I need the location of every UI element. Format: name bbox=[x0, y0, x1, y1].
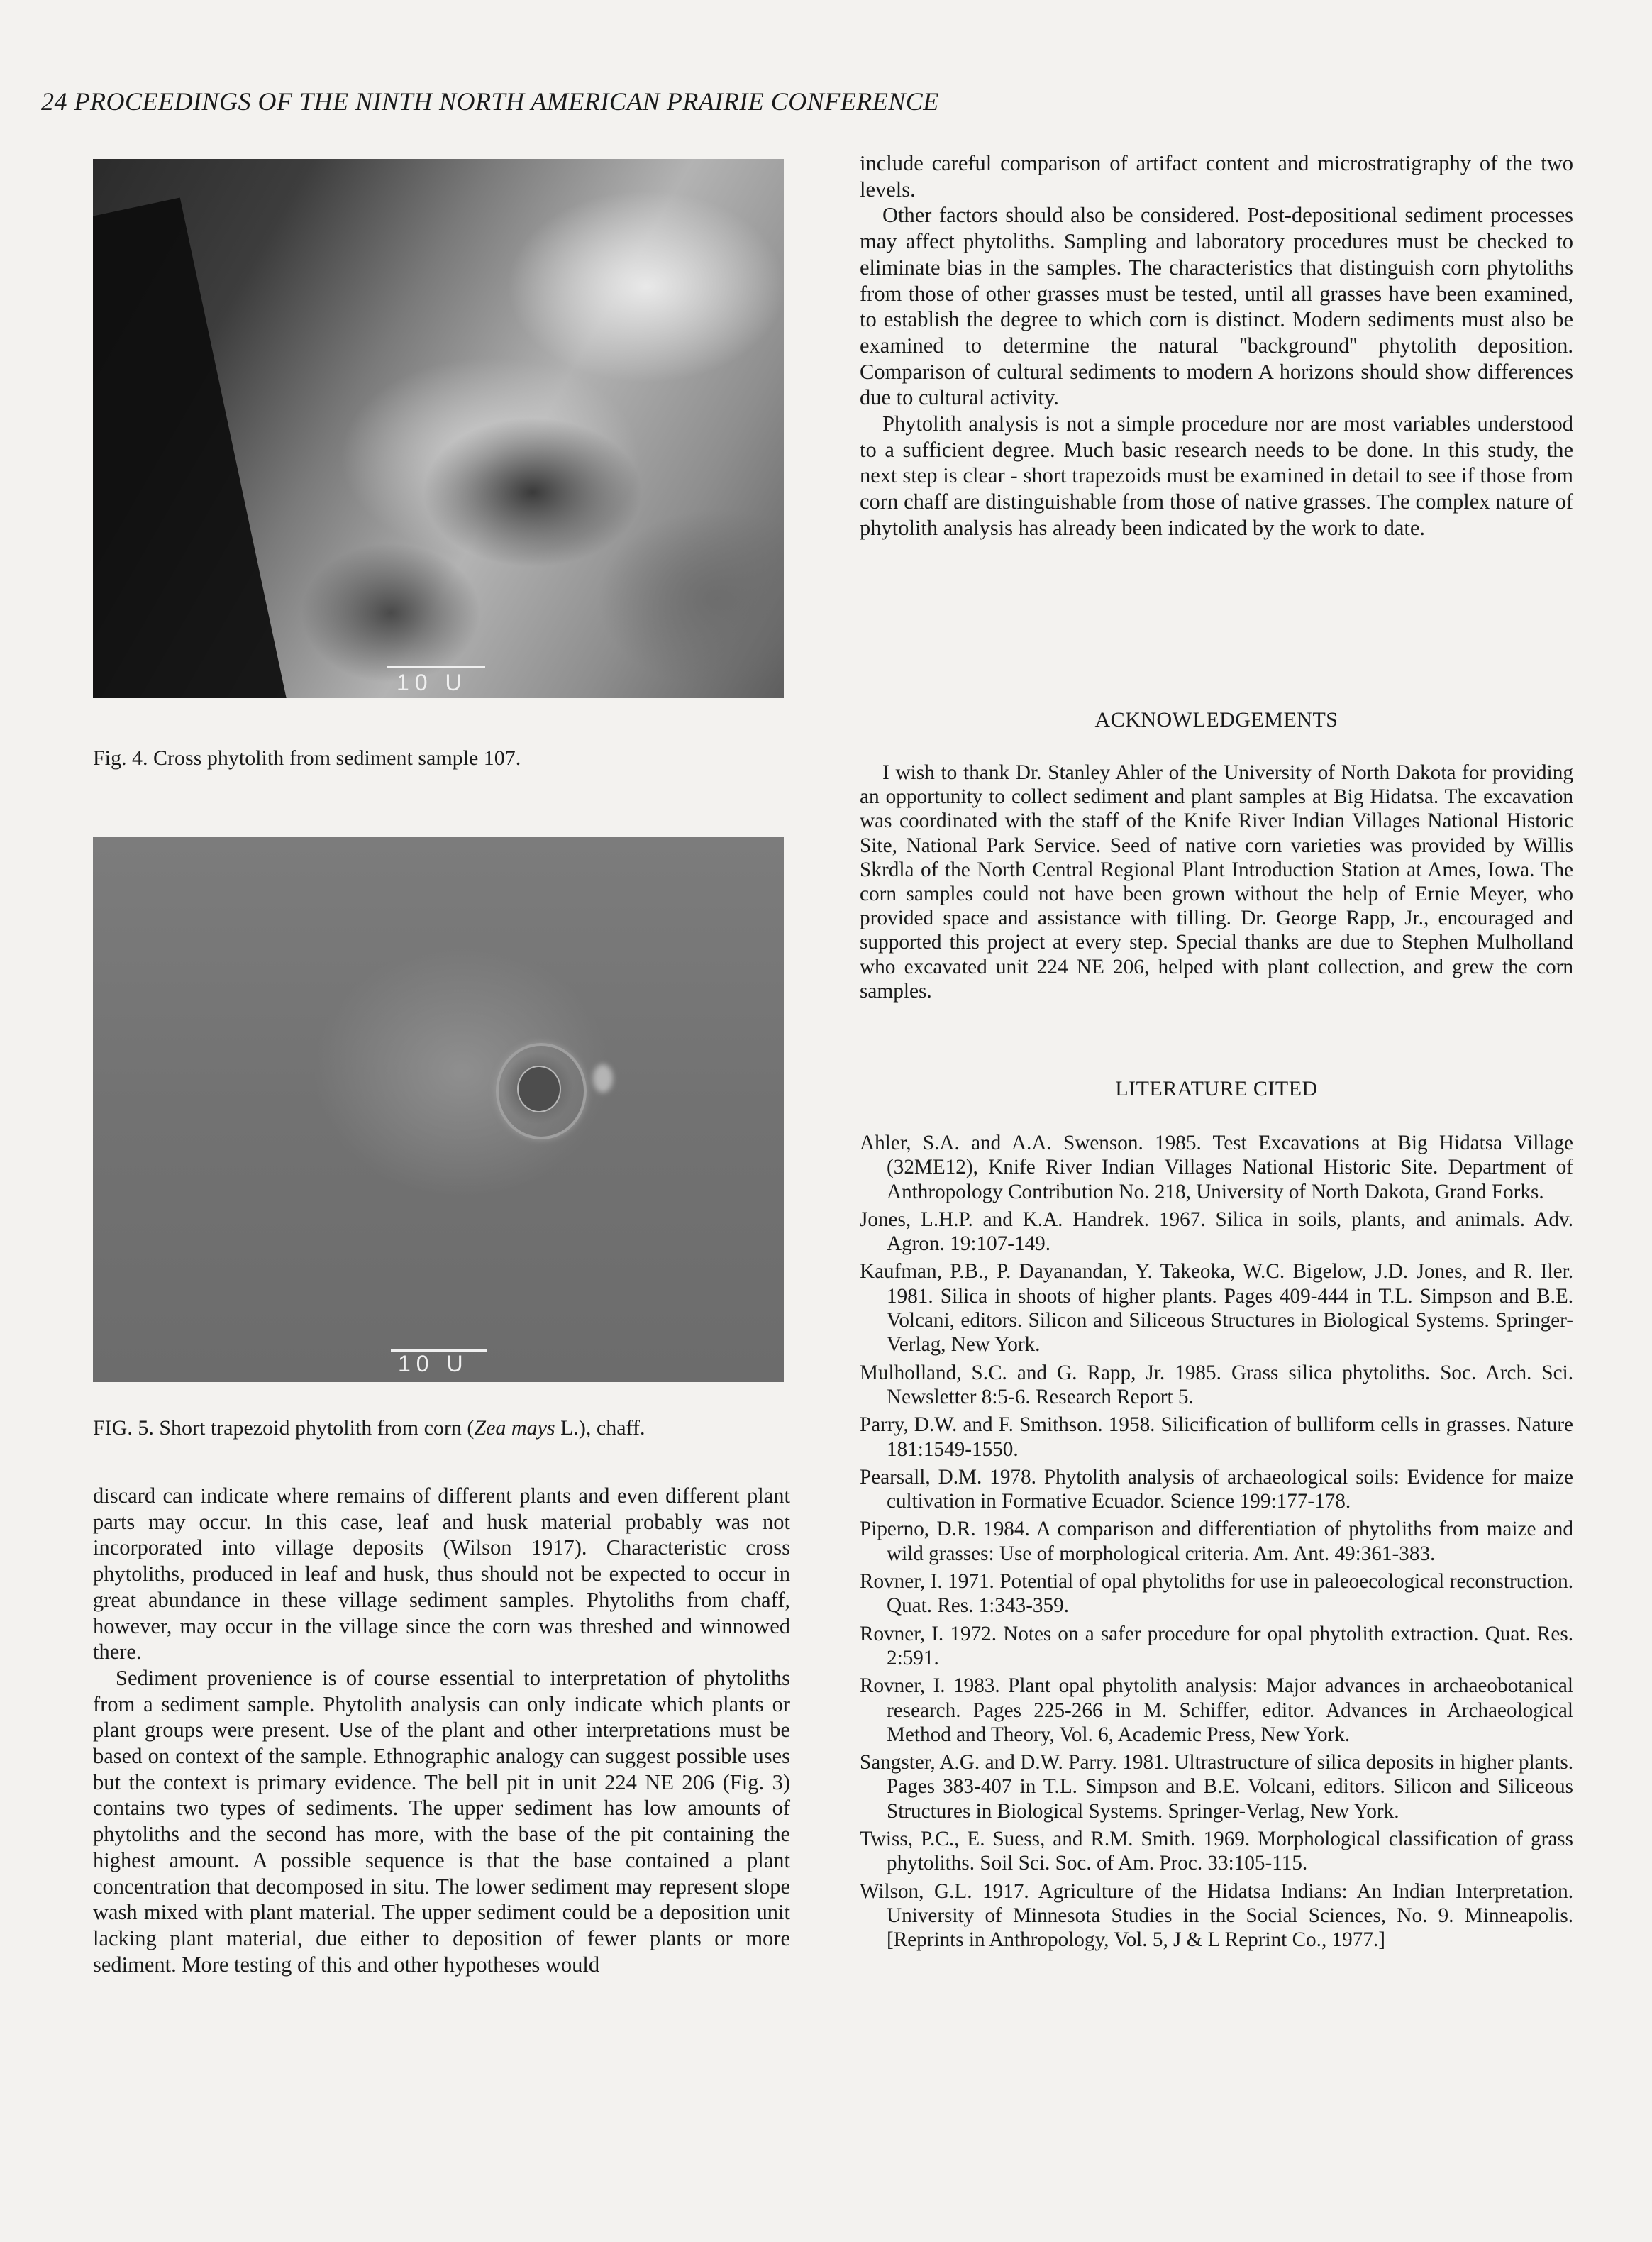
acknowledgements-text bbox=[860, 761, 1573, 1003]
paragraph: I wish to thank Dr. Stanley Ahler of the University of North Dakota for providing an opportunity to collect sediment and plant samples at Big Hidatsa. The excavation was coordinated with the staff of the Knife River Indian Villages National Historic Site, National Park Service. Seed of native corn varieties was provided by Willis Skrdla of the North Central Regional Plant Introduction Station at Ames, Iowa. The corn samples could not have been grown without the help of Ernie Meyer, who provided space and assistance with tilling. Dr. George Rapp, Jr., encouraged and supported this project at every step. Special thanks are due to Stephen Mulholland who excavated unit 224 NE 206, helped with plant collection, and grew the corn samples. bbox=[860, 761, 1573, 1003]
caption-text: FIG. 5. Short trapezoid phytolith from corn ( bbox=[93, 1416, 475, 1440]
running-header: 24 PROCEEDINGS OF THE NINTH NORTH AMERICAN PRAIRIE CONFERENCE bbox=[41, 87, 939, 116]
paragraph: Phytolith analysis is not a simple procedure nor are most variables understood to a sufficient degree. Much basic research needs to be done. In this study, the next step is clear - short trapezoids must be examined in detail to see if those from corn chaff are distinguishable from those of native grasses. The complex nature of phytolith analysis has already been indicated by the work to date. bbox=[860, 412, 1573, 540]
paragraph: include careful comparison of artifact content and microstratigraphy of the two levels. bbox=[860, 151, 1573, 201]
paragraph: Other factors should also be considered. Post-depositional sediment processes may affect phytoliths. Sampling and laboratory procedures must be checked to eliminate bias in the samples. The characteristics that distinguish corn phytoliths from those of other grasses must be tested, until all grasses have been examined, to establish the degree to which corn is distinct. Modern sediments must also be examined to determine the natural ''background'' phytolith deposition. Comparison of cultural sediments to modern A horizons should show differences due to cultural activity. bbox=[860, 203, 1573, 410]
reference-list bbox=[860, 1131, 1573, 1956]
scale-label: 10 U bbox=[398, 1351, 469, 1376]
reference-entry: Twiss, P.C., E. Suess, and R.M. Smith. 1969. Morphological classification of grass phytoliths. Soil Sci. Soc. of Am. Proc. 33:105-115. bbox=[860, 1828, 1573, 1875]
dark-band bbox=[93, 197, 313, 698]
left-column-text bbox=[93, 1483, 790, 1977]
phytolith-core bbox=[517, 1066, 561, 1112]
reference-entry: Sangster, A.G. and D.W. Parry. 1981. Ultrastructure of silica deposits in higher plants. Pages 383-407 in T.L. Simpson and B.E. Volcani, editors. Silicon and Siliceous Structures in Biological Systems. Springer-Verlag, New York. bbox=[860, 1751, 1573, 1823]
figure-4-caption: Fig. 4. Cross phytolith from sediment sample 107. bbox=[93, 746, 521, 770]
reference-entry: Jones, L.H.P. and K.A. Handrek. 1967. Silica in soils, plants, and animals. Adv. Agron. 19:107-149. bbox=[860, 1208, 1573, 1256]
reference-entry: Rovner, I. 1971. Potential of opal phytoliths for use in paleoecological reconstruction. Quat. Res. 1:343-359. bbox=[860, 1570, 1573, 1618]
caption-text: L.), chaff. bbox=[555, 1416, 645, 1440]
right-column-text bbox=[860, 150, 1573, 541]
bright-spot bbox=[593, 1064, 613, 1093]
figure-4-micrograph bbox=[93, 159, 784, 698]
reference-entry: Rovner, I. 1983. Plant opal phytolith analysis: Major advances in archaeobotanical research. Pages 225-266 in M. Schiffer, editor. Advances in Archaeological Method and Theory, Vol. 6, Academic Press, New York. bbox=[860, 1674, 1573, 1746]
literature-heading: LITERATURE CITED bbox=[1115, 1077, 1318, 1100]
reference-entry: Rovner, I. 1972. Notes on a safer procedure for opal phytolith extraction. Quat. Res. 2:591. bbox=[860, 1622, 1573, 1669]
reference-entry: Pearsall, D.M. 1978. Phytolith analysis of archaeological soils: Evidence for maize cultivation in Formative Ecuador. Science 199:177-178. bbox=[860, 1465, 1573, 1513]
reference-entry: Wilson, G.L. 1917. Agriculture of the Hidatsa Indians: An Indian Interpretation. University of Minnesota Studies in the Social Sciences, No. 9. Minneapolis. [Reprints in Anthropology, Vol. 5, J & L Reprint Co., 1977.] bbox=[860, 1879, 1573, 1952]
reference-entry: Kaufman, P.B., P. Dayanandan, Y. Takeoka, W.C. Bigelow, J.D. Jones, and R. Iler. 1981. Silica in shoots of higher plants. Pages 409-444 in T.L. Simpson and B.E. Volcani, editors. Silicon and Siliceous Structures in Biological Systems. Springer-Verlag, New York. bbox=[860, 1260, 1573, 1357]
acknowledgements-heading: ACKNOWLEDGEMENTS bbox=[1094, 708, 1338, 731]
figure-5-micrograph bbox=[93, 837, 784, 1382]
reference-entry: Mulholland, S.C. and G. Rapp, Jr. 1985. Grass silica phytoliths. Soc. Arch. Sci. Newsletter 8:5-6. Research Report 5. bbox=[860, 1361, 1573, 1408]
reference-entry: Parry, D.W. and F. Smithson. 1958. Silicification of bulliform cells in grasses. Nature 181:1549-1550. bbox=[860, 1413, 1573, 1461]
scale-label: 10 U bbox=[397, 670, 467, 695]
species-name: Zea mays bbox=[474, 1416, 555, 1440]
figure-5-caption bbox=[93, 1416, 645, 1440]
reference-entry: Ahler, S.A. and A.A. Swenson. 1985. Test Excavations at Big Hidatsa Village (32ME12), Knife River Indian Villages National Historic Site. Department of Anthropology Contribution No. 218, University of North Dakota, Grand Forks. bbox=[860, 1132, 1573, 1203]
scale-bar bbox=[387, 666, 485, 668]
paragraph: Sediment provenience is of course essential to interpretation of phytoliths from a sediment sample. Phytolith analysis can only indicate which plants or plant groups were present. Use of the plant and other interpretations must be based on context of the sample. Ethnographic analogy can suggest possible uses but the context is primary evidence. The bell pit in unit 224 NE 206 (Fig. 3) contains two types of sediments. The upper sediment has low amounts of phytoliths and the second has more, with the base of the pit containing the highest amount. A possible sequence is that the base contained a plant concentration that decomposed in situ. The lower sediment may represent slope wash mixed with plant material. The upper sediment could be a deposition unit lacking plant material, due either to deposition of fewer plants or more sediment. More testing of this and other hypotheses would bbox=[93, 1665, 790, 1977]
reference-entry: Piperno, D.R. 1984. A comparison and differentiation of phytoliths from maize and wild grasses: Use of morphological criteria. Am. Ant. 49:361-383. bbox=[860, 1518, 1573, 1565]
paragraph: discard can indicate where remains of different plants and even different plant parts may occur. In this case, leaf and husk material probably was not incorporated into village deposits (Wilson 1917). Characteristic cross phytoliths, produced in leaf and husk, thus should not be expected to occur in great abundance in these village sediment samples. Phytoliths from chaff, however, may occur in the village since the corn was threshed and winnowed there. bbox=[93, 1484, 790, 1664]
